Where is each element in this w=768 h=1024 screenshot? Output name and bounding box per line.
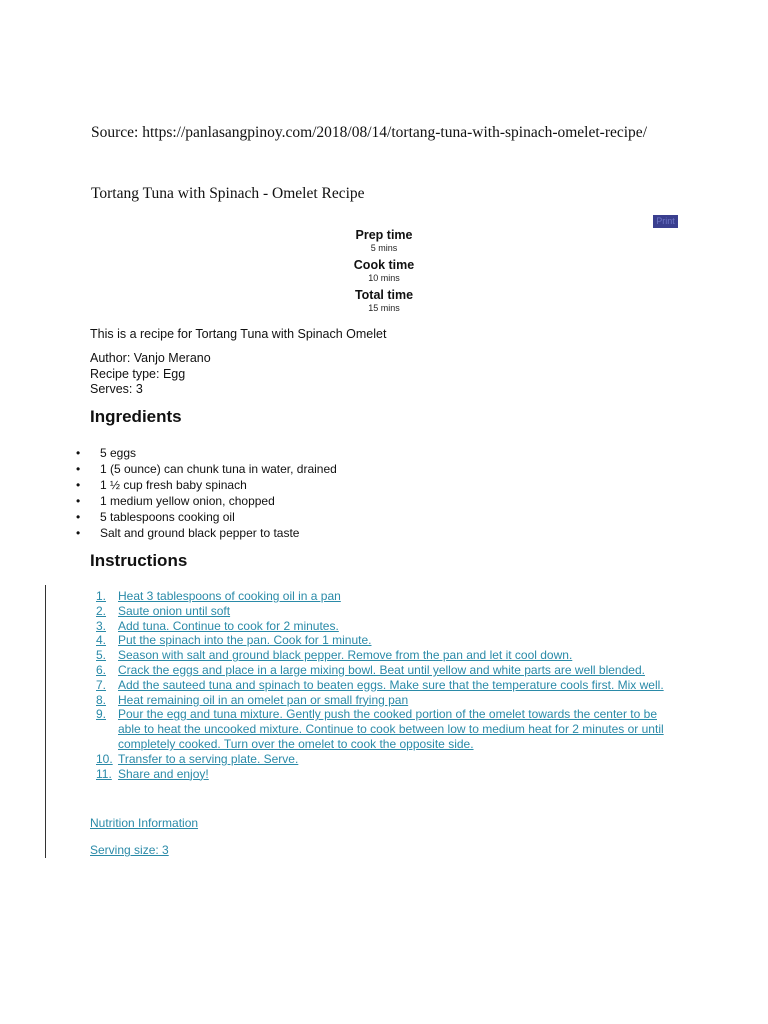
instruction-step[interactable] (96, 663, 676, 678)
instruction-step[interactable] (96, 752, 676, 767)
step-text[interactable]: Add the sauteed tuna and spinach to beaten eggs. Make sure that the temperature cools first. Mix well. (118, 677, 664, 692)
step-number: 9. (96, 707, 107, 722)
prep-time-label: Prep time (355, 228, 413, 242)
print-button[interactable]: Print (653, 215, 678, 228)
ingredients-heading: Ingredients (90, 407, 182, 426)
instruction-step[interactable] (96, 619, 676, 634)
ingredient-item: • 1 medium yellow onion, chopped (90, 493, 337, 509)
instruction-step[interactable] (96, 767, 676, 782)
serving-size-link[interactable]: Serving size: 3 (90, 843, 169, 857)
step-text[interactable]: Add tuna. Continue to cook for 2 minutes. (118, 618, 339, 633)
step-text[interactable]: Put the spinach into the pan. Cook for 1 minute. (118, 633, 372, 648)
prep-time-block (284, 228, 484, 253)
instruction-step[interactable] (96, 707, 676, 751)
source-line: Source: https://panlasangpinoy.com/2018/08/14/tortang-tuna-with-spinach-omelet-recipe/ (91, 124, 647, 141)
author-line: Author: Vanjo Merano (90, 351, 211, 365)
ingredients-list (90, 445, 337, 541)
cook-time-block (284, 258, 484, 283)
step-number: 4. (96, 633, 107, 648)
instruction-step[interactable] (96, 589, 676, 604)
step-text[interactable]: Heat remaining oil in an omelet pan or small frying pan (118, 692, 409, 707)
instruction-step[interactable] (96, 604, 676, 619)
instruction-step[interactable] (96, 678, 676, 693)
cook-time-label: Cook time (353, 258, 415, 272)
serves-line: Serves: 3 (90, 382, 143, 396)
prep-time-value: 5 mins (370, 243, 398, 253)
ingredient-item: • 1 (5 ounce) can chunk tuna in water, drained (90, 461, 337, 477)
nutrition-information-link[interactable]: Nutrition Information (90, 816, 199, 830)
ingredient-item: • 5 tablespoons cooking oil (90, 509, 337, 525)
recipe-description: This is a recipe for Tortang Tuna with Spinach Omelet (90, 327, 387, 341)
cook-time-value: 10 mins (368, 273, 400, 283)
total-time-label: Total time (354, 288, 414, 302)
recipe-type-line: Recipe type: Egg (90, 366, 186, 381)
instruction-step[interactable] (96, 633, 676, 648)
step-text[interactable]: Transfer to a serving plate. Serve. (118, 751, 299, 766)
ingredient-item: • 5 eggs (90, 445, 337, 461)
step-number: 5. (96, 648, 107, 663)
instruction-step[interactable] (96, 693, 676, 708)
margin-line (45, 585, 46, 858)
step-number: 8. (96, 692, 107, 707)
step-number: 2. (96, 603, 107, 618)
step-text[interactable]: Saute onion until soft (118, 603, 231, 618)
ingredient-item: • Salt and ground black pepper to taste (90, 525, 337, 541)
ingredient-item: • 1 ½ cup fresh baby spinach (90, 477, 337, 493)
step-number: 11. (96, 766, 112, 781)
total-time-block (284, 288, 484, 313)
instruction-step[interactable] (96, 648, 676, 663)
total-time-value: 15 mins (368, 303, 400, 313)
instructions-heading: Instructions (90, 551, 188, 570)
step-number: 3. (96, 618, 107, 633)
step-number: 1. (96, 589, 107, 603)
step-text[interactable]: Pour the egg and tuna mixture. Gently push the cooked portion of the omelet towards the center to be able to heat the uncooked mixture. Continue to cook between low to medium heat for 2 minutes or until completely cooked. Turn over the omelet to cook the opposite side. (118, 707, 664, 751)
step-text[interactable]: Season with salt and ground black pepper. Remove from the pan and let it cool down. (118, 648, 573, 663)
instructions-list (96, 589, 676, 781)
document-title: Tortang Tuna with Spinach - Omelet Recipe (91, 185, 365, 202)
step-number: 6. (96, 662, 107, 677)
step-text[interactable]: Crack the eggs and place in a large mixing bowl. Beat until yellow and white parts are well blended. (118, 662, 645, 677)
step-text[interactable]: Share and enjoy! (118, 766, 209, 781)
step-number: 7. (96, 677, 107, 692)
step-text[interactable]: Heat 3 tablespoons of cooking oil in a pan (118, 589, 341, 603)
step-number: 10. (96, 751, 113, 766)
recipe-meta (90, 351, 211, 398)
